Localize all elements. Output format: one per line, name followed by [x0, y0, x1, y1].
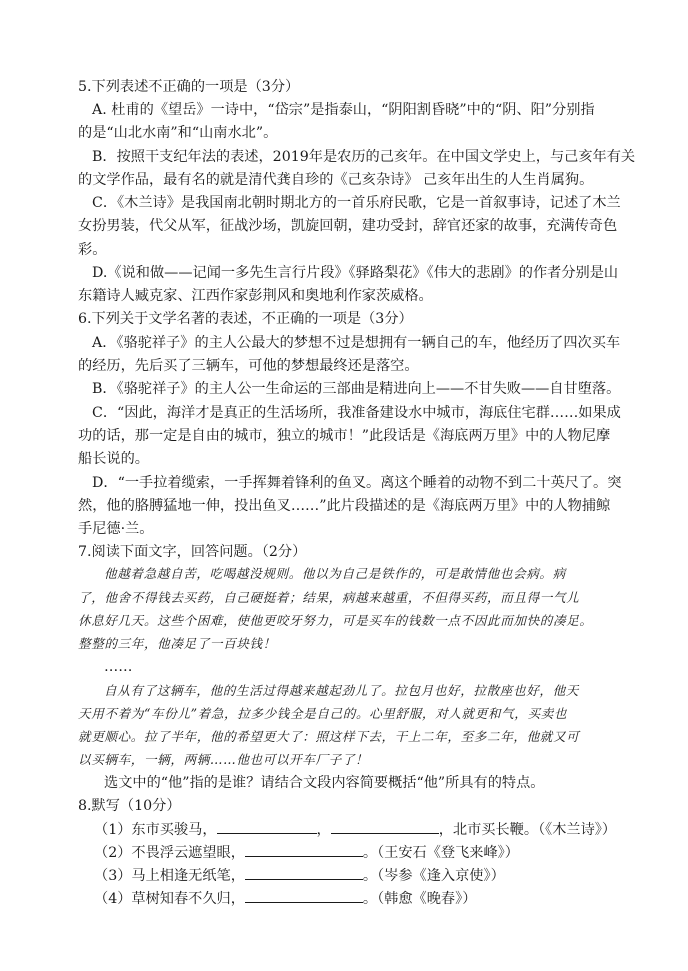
q5-option-b-line1: B．按照干支纪年法的表述，2019年是农历的己亥年。在中国文学史上，与己亥年有关 — [92, 149, 636, 165]
q5-stem: 5.下列表述不正确的一项是（3分） — [78, 79, 300, 95]
q7-passage2-line: 自从有了这辆车，他的生活过得越来越起劲儿了。拉包月也好，拉散座也好，他天 — [104, 683, 579, 698]
q6-option-c-line3: 船长说的。 — [78, 451, 149, 467]
q5-option-a-line1: A. 杜甫的《望岳》一诗中，“岱宗”是指泰山，“阴阳割昏晓”中的“阴、阳”分别指 — [92, 102, 595, 118]
q5-option-c-line3: 彩。 — [78, 242, 107, 258]
q5-option-d-line1: D.《说和做——记闻一多先生言行片段》《驿路梨花》《伟大的悲剧》的作者分别是山 — [92, 265, 619, 281]
q7-passage1-line: 休息好几天。这些个困难，使他更咬牙努力，可是买车的钱数一点不因此而加快的凑足。 — [78, 613, 593, 628]
q6-option-b-line1: B．《骆驼祥子》的主人公一生命运的三部曲是精进向上——不甘失败——自甘堕落。 — [92, 381, 621, 397]
q8-item-text: （2）不畏浮云遮望眼， — [94, 845, 245, 861]
q6-option-d-line1: D．“一手拉着缆索，一手挥舞着锋利的鱼叉。离这个睡着的动物不到二十英尺了。突 — [92, 475, 622, 491]
q8-item-2 — [94, 841, 519, 864]
answer-blank[interactable] — [245, 887, 363, 903]
q8-item-text: （3）马上相逢无纸笔， — [94, 868, 245, 884]
q6-option-a-line2: 的经历，先后买了三辆车，可他的梦想最终还是落空。 — [78, 358, 419, 374]
q7-ellipsis: …… — [104, 659, 133, 675]
q7-passage2-line: 就更顺心。拉了半年，他的希望更大了：照这样下去，干上二年，至多二年，他就又可 — [78, 729, 580, 744]
q8-item-text: （1）东市买骏马， — [94, 822, 217, 838]
q5-option-b-line2: 的文学作品，最有名的就是清代龚自珍的《己亥杂诗》 己亥年出生的人生肖属狗。 — [78, 172, 594, 188]
q7-question: 选文中的“他”指的是谁？请结合文段内容简要概括“他”所具有的特点。 — [104, 775, 545, 791]
q5-option-c-line1: C．《木兰诗》是我国南北朝时期北方的一首乐府民歌，它是一首叙事诗，记述了木兰 — [92, 195, 621, 211]
answer-blank[interactable] — [245, 864, 363, 880]
q8-stem: 8.默写（10分） — [78, 798, 181, 814]
q7-stem: 7.阅读下面文字，回答问题。（2分） — [78, 544, 307, 560]
q8-item-1 — [94, 818, 616, 841]
answer-blank[interactable] — [217, 818, 317, 834]
answer-blank[interactable] — [245, 841, 363, 857]
q6-option-d-line3: 手尼德·兰。 — [78, 521, 154, 537]
q6-option-a-line1: A．《骆驼祥子》的主人公最大的梦想不过是想拥有一辆自己的车，他经历了四次买车 — [92, 335, 621, 351]
q7-passage1-line: 整整的三年，他凑足了一百块钱！ — [78, 636, 276, 651]
answer-blank[interactable] — [331, 818, 439, 834]
q6-option-d-line2: 然，他的胳膊猛地一伸，投出鱼叉……”此片段描述的是《海底两万里》中的人物捕鲸 — [78, 498, 611, 514]
q8-item-text: 。（岑参《逢入京使》） — [362, 868, 505, 884]
q8-item-text: 。（韩愈《晚春》） — [362, 891, 477, 907]
q7-passage1-line: 了，他舍不得钱去买药，自己硬挺着；结果，病越来越重，不但得买药，而且得一气儿 — [78, 590, 580, 605]
q7-passage2-line: 以买辆车，一辆，两辆……他也可以开车厂子了！ — [78, 752, 369, 767]
q5-option-a-line2: 的是“山北水南”和“山南水北”。 — [78, 125, 278, 141]
q6-option-c-line1: C．“因此，海洋才是真正的生活场所，我准备建设水中城市，海底住宅群……如果成 — [92, 405, 621, 421]
q7-passage2-line: 天用不着为“车份儿”着急，拉多少钱全是自己的。心里舒服，对人就更和气，买卖也 — [78, 706, 568, 721]
q5-option-d-line2: 东籍诗人臧克家、江西作家彭荆风和奥地利作家茨威格。 — [78, 288, 433, 304]
q6-stem: 6.下列关于文学名著的表述，不正确的一项是（3分） — [78, 311, 413, 327]
q8-item-4 — [94, 887, 476, 910]
q5-option-c-line2: 女扮男装，代父从军，征战沙场，凯旋回朝，建功受封，辞官还家的故事，充满传奇色 — [78, 218, 618, 234]
q8-item-text: 。（王安石《登飞来峰》） — [362, 845, 519, 861]
q7-passage1-line: 他越着急越自苦，吃喝越没规则。他以为自己是铁作的，可是敢情他也会病。病 — [104, 566, 566, 581]
q8-item-3 — [94, 864, 505, 887]
q8-item-text: ，北市买长鞭。（《木兰诗》） — [438, 822, 617, 838]
q6-option-c-line2: 功的话，那一定是自由的城市，独立的城市！”此段话是《海底两万里》中的人物尼摩 — [78, 428, 611, 444]
q8-item-text: （4）草树知春不久归， — [94, 891, 245, 907]
q8-item-text: ， — [316, 822, 331, 838]
